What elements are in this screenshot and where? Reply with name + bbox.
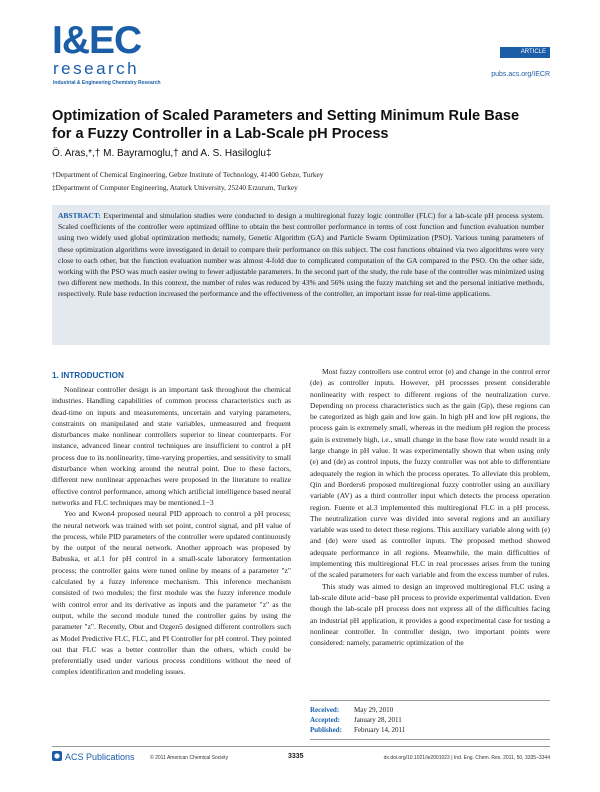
journal-url-link[interactable]: pubs.acs.org/IECR: [491, 71, 550, 78]
published-date: February 14, 2011: [354, 726, 406, 734]
received-date: May 29, 2010: [354, 706, 394, 714]
paper-title: Optimization of Scaled Parameters and Setting Minimum Rule Base for a Fuzzy Controller in a Lab-Scale pH Process: [52, 108, 520, 142]
accepted-label: Accepted:: [310, 716, 340, 724]
left-column: [52, 384, 291, 678]
journal-logo-sub: research: [53, 59, 140, 78]
footer-divider: [52, 746, 550, 747]
publisher-name: ACS Publications: [65, 752, 135, 762]
page-number: 3335: [288, 753, 304, 760]
abstract-text: Experimental and simulation studies were conducted to design a multiregional fuzzy logic controller (FLC) for a lab-scale pH process system. Scaled coefficients of the controller were optimized offline to obtain the best controller performance in terms of cost function and function evaluation number using two widely used global optimization methods; namely, Genetic Algorithm (GA) and Particle Swarm Optimization (PSO). Various tuning parameters of these optimization algorithms were investigated in detail to compare their performance on this subject. The cost functions obtained via two algorithms were very close to each other, but the function evaluation number was almost 4-fold due to complicated computation of the GA compared to the PSO. On the other side, working with the PSO was much easier owing to fewer adjustable parameters. In the second part of the study, the rule base of the controller was minimized using two different new methods. In this context, the number of rules was reduced by 43% and 56% using the fuzzy matching set and the personal initiative methods, respectively. Rule base reduction increased the performance and the effectiveness of the controller, an important issue for real-time applications.: [58, 211, 545, 299]
section-heading-introduction: 1. INTRODUCTION: [52, 371, 124, 380]
affiliation-2: ‡Department of Computer Engineering, Ataturk University, 25240 Erzurum, Turkey: [52, 183, 298, 192]
paragraph: This study was aimed to design an improved multiregional FLC using a lab-scale dilute acid−base pH process to provide experimental validation. Even though the lab-scale pH process does not express all of the difficulties facing an industrial pH application, it provides a good experimental case for testing a nonlinear controller. In controller design, two important points were considered: namely, parametric optimization of the: [310, 581, 550, 648]
paragraph: Nonlinear controller design is an important task throughout the chemical industries. Handling capabilities of common process characteristics such as dead-time on inputs and measurements, uncertain and varying parameters, constraints on manipulated and state variables, unmeasured and frequent disturbances make nonlinear controllers superior to linear counterparts. For instance, advanced linear control techniques are insufficient to control a pH process due to its nonlinearity, time-varying properties, and sensitivity to small disturbance when working around the neutral point. Due to these factors, different new nonlinear approaches were proposed in the literature to realize effective control performance, among which artificial intelligence based neural networks and FLC techniques may be mentioned.1−3: [52, 385, 291, 507]
accepted-date: January 28, 2011: [354, 716, 402, 724]
paragraph: Most fuzzy controllers use control error (e) and change in the control error (de) as controller inputs. However, pH processes present considerable nonlinearity with respect to different regions of the neutralization curve. Depending on process characteristics such as the gain (Gp), these regions can be categorized as high gain and low gain. In high pH and low pH regions, the process gain is extremely small, whereas in the medium pH region the process gain is extremely high, i.e., small change in the base flow rate would result in a large change in pH value. It was experimentally shown that when using only (e) and (de) as control inputs, the fuzzy controller was not able to differentiate adequately the region in which the process operates. To alleviate this problem, Qin and Borders6 proposed multiregional fuzzy controller using an auxiliary variable (AV) as a third controller input which detects the process operation region. Fuente et al.3 implemented this multiregional FLC in a pH process. The neutralization curve was divided into several regions and an auxiliary variable was used to detect these regions. This auxiliary variable along with (e) and (de) were used as controller inputs. The proposed method showed adequate performance in all regions. Meanwhile, the main difficulties of implementing this multiregional FLC in real processes arises from the tuning of the scaled parameters for each variable and from the excess number of rules.: [310, 367, 550, 580]
affiliation-1: †Department of Chemical Engineering, Gebze Institute of Technology, 41400 Gebze, Turkey: [52, 170, 324, 179]
journal-logo: I&EC: [52, 19, 142, 62]
author-list: Ö. Aras,*,† M. Bayramoglu,† and A. S. Hasiloglu‡: [52, 148, 272, 159]
citation-doi[interactable]: dx.doi.org/10.1021/ie2001023 | Ind. Eng. Chem. Res. 2011, 50, 3335–3344: [383, 755, 550, 761]
article-type-badge: ARTICLE: [500, 47, 550, 58]
paragraph: Yeo and Kwon4 proposed neural PID approach to control a pH process; the neural network was trained with set point, control signal, and pH value of the process, while PID parameters of the controller were updated continuously by the output of the neural network. Another approach was proposed by Babuska, et al.1 for pH control in a small-scale laboratory fermentation process; the controller gains were tuned online by means of a parameter "z" calculated by a fuzzy inference mechanism. This inference mechanism consisted of two modules; the first module was the fuzzy inference module with control error and its derivative as inputs and the parameter "z" as the output, while the second module tuned the controller gains by using the parameter "z". Recently, Obut and Ozgen5 designed different controllers such as Model Predictive FLC, FLC, and PI Controller for pH control. They pointed out that FLC was a better controller than the others, which could be preferentially used under various process conditions without the need of complex identification and modeling issues.: [52, 509, 291, 677]
abstract-box: [52, 205, 550, 345]
published-label: Published:: [310, 726, 342, 734]
received-label: Received:: [310, 706, 340, 714]
abstract-label: ABSTRACT:: [58, 211, 101, 220]
publication-dates: [310, 700, 550, 740]
acs-logo-icon: [52, 751, 62, 761]
copyright: © 2011 American Chemical Society: [150, 755, 229, 761]
right-column: [310, 366, 550, 648]
journal-tagline: Industrial & Engineering Chemistry Research: [53, 80, 161, 86]
